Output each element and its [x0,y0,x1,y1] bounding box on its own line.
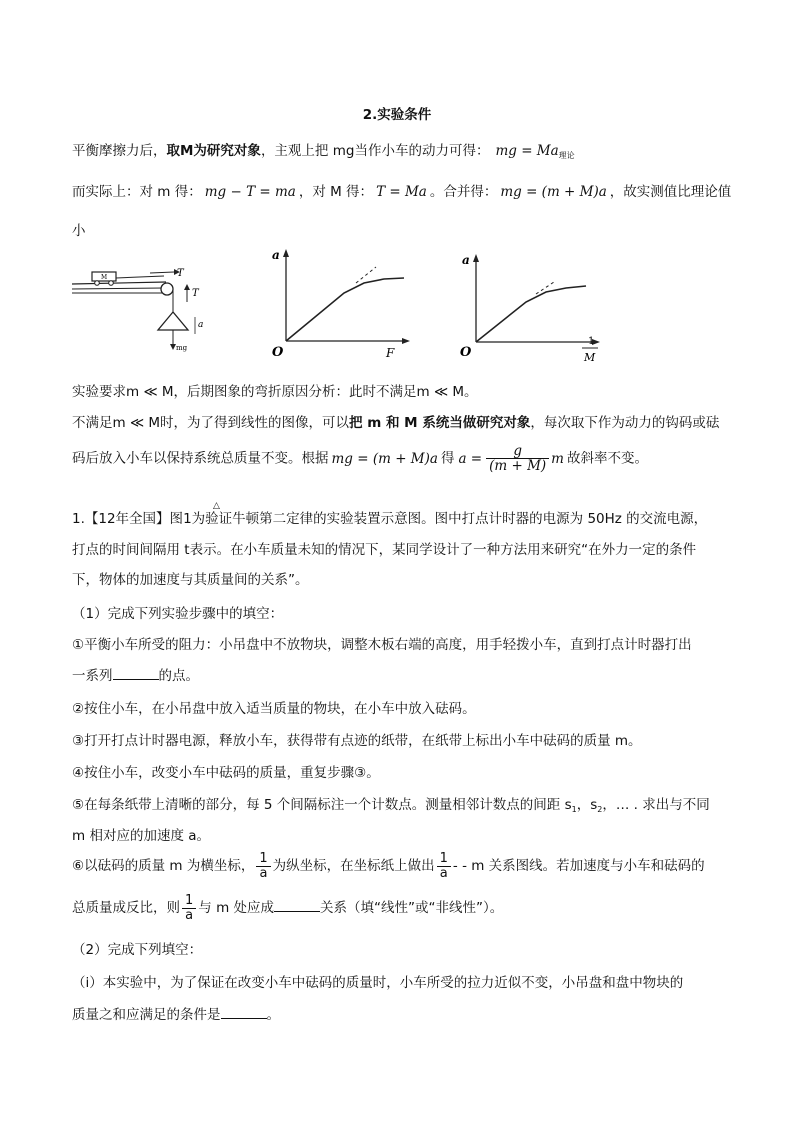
curve [476,286,586,342]
formula-combined: mg = (m + M)a [500,184,607,200]
tension-arrow [150,272,174,273]
y-axis-label: a [462,253,470,267]
subscript: 2 [597,805,603,814]
tension-label-vertical: T [192,288,199,299]
origin-label: O [460,345,472,360]
text: 的点。 [158,668,199,684]
answer-blank[interactable] [113,667,159,680]
fraction-denominator: a [185,907,194,923]
paragraph-system [72,411,719,431]
text: ，故实测值比理论值 [609,184,732,200]
step-2: ②按住小车，在小吊盘中放入适当质量的物块，在小车中放入砝码。 [72,701,476,717]
formula-m: mg − T = ma [204,184,296,200]
text: 关系（填“线性”或“非线性”）。 [320,900,504,917]
text: ，每次取下作为动力的钩码或砝 [530,415,720,431]
text: 。 [266,1007,280,1023]
x-axis-label-numerator: 1 [588,336,595,347]
text: 。合并得： [429,184,498,200]
text: 总质量成反比，则 [72,900,180,917]
step-6-line-1 [72,852,705,880]
text: 得 [440,450,455,467]
formula-subscript: 理论 [558,151,575,160]
text: 而实际上：对 m 得： [72,184,202,200]
fraction-numerator: g [486,444,549,459]
string [116,276,164,278]
paragraph-actual-cont: 小 [72,223,86,239]
question-1-line-2: 打点的时间间隔用 t表示。在小车质量未知的情况下，某同学设计了一种方法用来研究“在外力一定的条件 [72,542,697,558]
x-axis-label-denominator: M [584,351,596,364]
step-5-line-2: m 相对应的加速度 a。 [72,828,211,844]
fraction-1-over-a [256,852,270,880]
apparatus-figure [70,262,204,357]
part-1-heading: （1）完成下列实验步骤中的填空： [72,606,284,622]
paragraph-slope [72,444,648,473]
origin-label: O [272,345,284,360]
step-6-line-2 [72,894,503,922]
text: ，s [576,797,598,813]
y-axis-label: a [272,248,280,262]
graph-a-vs-inverse-M [456,250,606,365]
part-2-heading: （2）完成下列填空： [72,942,203,958]
pulley [161,283,173,295]
step-5-line-1 [72,793,710,814]
text: 不满足m ≪ M时，为了得到线性的图像，可以 [72,415,350,431]
sub-question-i-line-2 [72,1003,280,1023]
fraction-numerator: 1 [182,894,196,909]
step-3: ③打开打点计时器电源，释放小车，获得带有点迹的纸带，在纸带上标出小车中砝码的质量 m。 [72,733,642,749]
fraction-denominator: (m + M) [489,458,547,475]
formula-a-tail: m [551,450,564,467]
question-1-line-3: 下，物体的加速度与其质量间的关系”。 [72,572,309,588]
accel-label: a [198,320,204,330]
text: 一系列 [72,668,113,684]
subscript: 1 [571,805,577,814]
text: 质量之和应满足的条件是 [72,1007,221,1023]
text: ⑥以砝码的质量 m 为横坐标， [72,858,255,875]
fraction-numerator: 1 [256,852,270,867]
text: ⑤在每条纸带上清晰的部分，每 5 个间隔标注一个计数点。测量相邻计数点的间距 s [72,797,572,813]
graph-a-vs-F [264,243,414,363]
step-1-line-1: ①平衡小车所受的阻力：小吊盘中不放物块，调整木板右端的高度，用手轻拨小车，直到打点计时器打出 [72,637,692,653]
step-4: ④按住小车，改变小车中砝码的质量，重复步骤③。 [72,765,380,781]
text: 平衡摩擦力后， [72,143,167,159]
paragraph-actual [72,180,731,200]
formula-a-lhs: a = [458,450,483,467]
bold-text: 把 m 和 M 系统当做研究对象 [349,415,531,431]
text: 为验证牛顿第二定律的实验装置示意图。图中打点计时器的电源为 50Hz 的交流电源， [191,511,708,527]
formula-theory: mg = Ma [495,143,559,159]
fraction-1-over-a [182,894,196,922]
formula-system: mg = (m + M)a [331,450,438,467]
text: 故斜率不变。 [566,450,648,467]
formula-M: T = Ma [376,184,427,200]
step-1-line-2 [72,664,199,684]
text: - - m 关系图线。若加速度与小车和砝码的 [452,858,705,875]
caret-mark: △ [213,501,220,511]
formula-a-fraction [486,444,549,473]
fraction-denominator: a [439,865,448,881]
paragraph-requirement: 实验要求m ≪ M，后期图象的弯折原因分析：此时不满足m ≪ M。 [72,384,478,400]
section-title: 2.实验条件 [362,107,432,123]
figure-number: 1 [183,511,192,527]
paragraph-balance-friction [72,139,575,161]
fraction-1-over-a [437,852,451,880]
cart-label: M [101,274,108,281]
answer-blank[interactable] [221,1006,267,1019]
fraction-denominator: a [259,865,268,881]
text: 为纵坐标，在坐标纸上做出 [272,858,435,875]
question-1-line-1 [72,507,707,527]
text: 与 m 处应成 [198,900,275,917]
text: ，… . 求出与不同 [602,797,710,813]
x-axis-label: F [386,346,395,360]
incline-board [72,282,166,293]
hanger [158,312,188,330]
text: ，主观上把 mg当作小车的动力可得： [260,143,490,159]
curve [286,278,404,341]
sub-question-i-line-1: （ⅰ）本实验中，为了保证在改变小车中砝码的质量时，小车所受的拉力近似不变，小吊盘和盘中物块的 [72,975,684,991]
tension-label-horizontal: T [177,268,184,279]
fraction-numerator: 1 [437,852,451,867]
text: 码后放入小车以保持系统总质量不变。根据 [72,450,329,467]
text: 1.【12年全国】图 [72,511,184,527]
answer-blank[interactable] [274,899,320,912]
weight-label: mg [176,344,188,352]
text: ，对 M 得： [298,184,374,200]
bold-text: 取M为研究对象 [166,143,261,159]
